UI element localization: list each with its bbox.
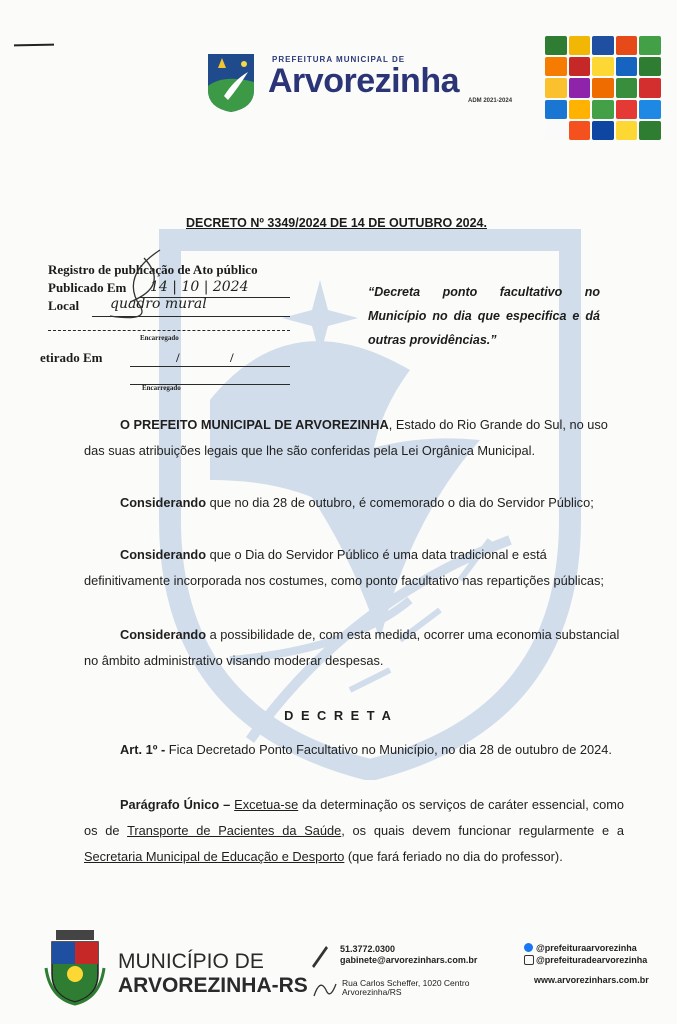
considerando-text-3: a possibilidade de, com esta medida, ocorrer uma economia substancial no âmbito administrativo visando moderar despesas. <box>84 627 620 668</box>
secretaria-text: Secretaria Municipal de Educação e Desporto <box>84 849 345 864</box>
footer-email: gabinete@arvorezinhars.com.br <box>340 955 478 965</box>
article-1 <box>84 737 624 763</box>
stamp-dash-1 <box>48 330 290 331</box>
retirado-line <box>130 366 290 367</box>
considerando-paragraph-3 <box>84 622 624 674</box>
registry-heading: Registro de publicação de Ato público <box>48 262 258 277</box>
excetua-text: Excetua-se <box>234 797 299 812</box>
logo-title: Arvorezinha <box>268 62 459 100</box>
encarregado-caption-1: Encarregado <box>140 334 179 342</box>
footer-address-2: Arvorezinha/RS <box>342 987 402 997</box>
slash-2: / <box>230 350 234 365</box>
intro-paragraph <box>84 412 624 464</box>
transporte-text: Transporte de Pacientes da Saúde <box>127 823 342 838</box>
footer-address-1: Rua Carlos Scheffer, 1020 Centro <box>342 978 470 988</box>
signature-flourish-icon <box>310 976 338 1002</box>
logo-administration: ADM 2021-2024 <box>468 98 513 104</box>
paragrafo-text-1: da determinação os serviços de caráter essencial, como os de <box>84 797 624 838</box>
paragrafo-label: Parágrafo Único – <box>120 797 231 812</box>
paragrafo-text-3: (que fará feriado no dia do professor). <box>344 849 563 864</box>
paragrafo-unico <box>84 792 624 870</box>
paragrafo-text-2: , os quais devem funcionar regularmente e a <box>341 823 624 838</box>
decree-title: DECRETO Nº 3349/2024 DE 14 DE OUTUBRO 2024. <box>186 216 487 230</box>
considerando-paragraph-1 <box>84 490 624 516</box>
instagram-icon <box>524 955 534 965</box>
encarregado-caption-2: Encarregado <box>142 384 181 392</box>
footer-phone: 51.3772.0300 <box>340 944 396 954</box>
decree-summary: “Decreta ponto facultativo no Município no dia que especifica e dá outras providências.” <box>368 285 600 347</box>
prefeitura-logo-icon <box>204 50 258 114</box>
article-1-label: Art. 1º - <box>120 742 166 757</box>
pen-icon <box>308 944 330 968</box>
footer-website[interactable]: www.arvorezinhars.com.br <box>534 975 649 985</box>
local-label: Local <box>48 298 80 313</box>
colorful-mosaic-logo <box>545 36 661 140</box>
considerando-label: Considerando <box>120 627 207 642</box>
footer-municipio-line2: ARVOREZINHA-RS <box>118 974 308 997</box>
footer-facebook[interactable]: @prefeituraarvorezinha <box>536 943 637 953</box>
local-value: quadro mural <box>110 296 207 312</box>
mayor-title: O PREFEITO MUNICIPAL DE ARVOREZINHA <box>120 417 389 432</box>
considerando-paragraph-2 <box>84 542 624 594</box>
decreta-heading: D E C R E T A <box>284 708 393 723</box>
published-label: Publicado Em <box>48 280 127 295</box>
considerando-label: Considerando <box>120 547 207 562</box>
logo-subtitle: PREFEITURA MUNICIPAL DE <box>272 55 406 64</box>
pen-stroke-mark <box>14 44 54 47</box>
footer-municipio-line1: MUNICÍPIO DE <box>118 950 264 973</box>
intro-text: , Estado do Rio Grande do Sul, no uso das suas atribuições legais que lhe são conferidas pela Lei Orgânica Municipal. <box>84 417 608 458</box>
signature-scribble-icon <box>100 246 190 326</box>
slash-1: / <box>176 350 180 365</box>
considerando-text-1: que no dia 28 de outubro, é comemorado o dia do Servidor Público; <box>206 495 594 510</box>
article-1-text: Fica Decretado Ponto Facultativo no Município, no dia 28 de outubro de 2024. <box>165 742 612 757</box>
facebook-icon <box>524 943 533 952</box>
considerando-text-2: que o Dia do Servidor Público é uma data tradicional e está definitivamente incorporada nos costumes, como ponto facultativo nas repartições públicas; <box>84 547 604 588</box>
footer-instagram[interactable]: @prefeituradearvorezinha <box>536 955 648 965</box>
municipal-coat-of-arms-icon <box>44 928 106 1006</box>
published-date: 14 | 10 | 2024 <box>150 279 249 295</box>
retirado-label: etirado Em <box>40 350 103 365</box>
considerando-label: Considerando <box>120 495 207 510</box>
